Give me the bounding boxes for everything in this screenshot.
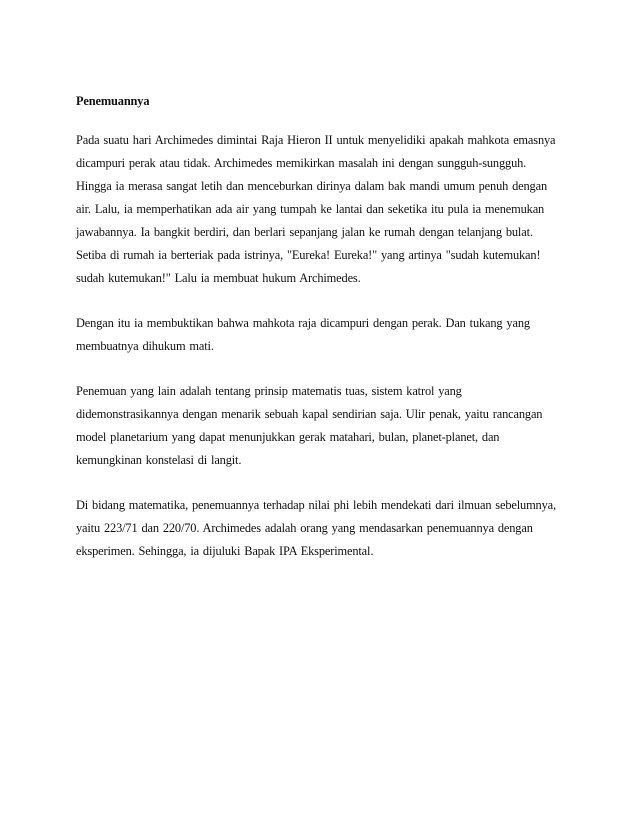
- paragraph-line: didemonstrasikannya dengan menarik sebuah kapal sendirian saja. Ulir penak, yaitu rancangan: [76, 407, 543, 421]
- paragraph-line: Pada suatu hari Archimedes dimintai Raja Hieron II untuk menyelidiki apakah mahkota emasnya: [76, 133, 556, 147]
- paragraph-line: kemungkinan konstelasi di langit.: [76, 453, 242, 467]
- paragraph-line: eksperimen. Sehingga, ia dijuluki Bapak IPA Eksperimental.: [76, 544, 374, 558]
- section-heading: Penemuannya: [76, 94, 150, 108]
- document-body: [76, 92, 576, 585]
- paragraph-line: Di bidang matematika, penemuannya terhadap nilai phi lebih mendekati dari ilmuan sebelumnya,: [76, 498, 556, 512]
- paragraph-line: air. Lalu, ia memperhatikan ada air yang tumpah ke lantai dan seketika itu pula ia menemukan: [76, 202, 545, 216]
- paragraph-line: Dengan itu ia membuktikan bahwa mahkota raja dicampuri dengan perak. Dan tukang yang: [76, 316, 530, 330]
- paragraph-3: [76, 380, 576, 472]
- paragraph-line: Hingga ia merasa sangat letih dan menceburkan dirinya dalam bak mandi umum penuh dengan: [76, 179, 547, 193]
- paragraph-line: Penemuan yang lain adalah tentang prinsip matematis tuas, sistem katrol yang: [76, 384, 462, 398]
- paragraph-line: sudah kutemukan!" Lalu ia membuat hukum Archimedes.: [76, 271, 361, 285]
- paragraph-line: membuatnya dihukum mati.: [76, 339, 214, 353]
- paragraph-2: [76, 312, 576, 358]
- paragraph-line: model planetarium yang dapat menunjukkan gerak matahari, bulan, planet-planet, dan: [76, 430, 500, 444]
- paragraph-1: [76, 129, 576, 290]
- paragraph-line: Setiba di rumah ia berteriak pada istrinya, "Eureka! Eureka!" yang artinya "sudah kutemukan!: [76, 248, 541, 262]
- paragraph-line: jawabannya. Ia bangkit berdiri, dan berlari sepanjang jalan ke rumah dengan telanjang bulat.: [76, 225, 533, 239]
- paragraph-4: [76, 494, 576, 563]
- paragraph-line: dicampuri perak atau tidak. Archimedes memikirkan masalah ini dengan sungguh-sungguh.: [76, 156, 527, 170]
- paragraph-line: yaitu 223/71 dan 220/70. Archimedes adalah orang yang mendasarkan penemuannya dengan: [76, 521, 533, 535]
